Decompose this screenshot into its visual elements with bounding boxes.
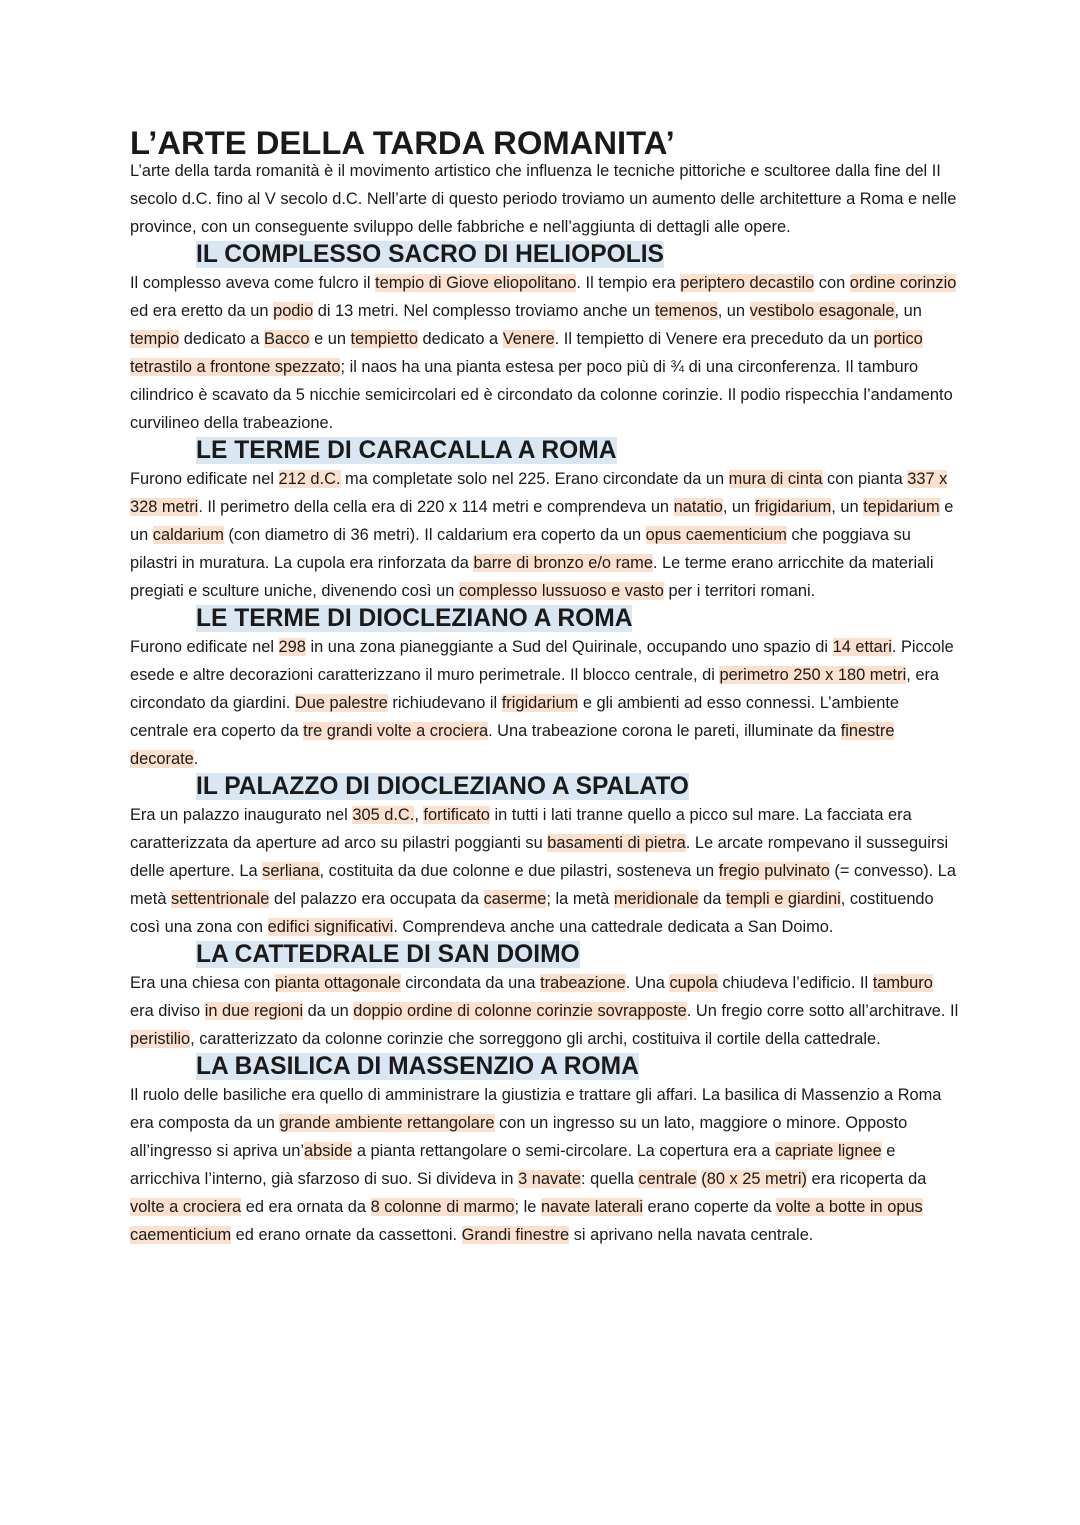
highlighted-term: tempietto <box>350 330 418 348</box>
highlighted-term: finestre decorate <box>130 722 895 768</box>
highlighted-term: 337 x 328 metri <box>130 470 948 516</box>
section-heading-text: LA CATTEDRALE DI SAN DOIMO <box>196 941 580 968</box>
highlighted-term: temenos <box>654 302 718 320</box>
document-title: L’ARTE DELLA TARDA ROMANITA’ <box>130 124 675 161</box>
highlighted-term: caldarium <box>152 526 224 544</box>
highlighted-term: volte a crociera <box>130 1198 242 1216</box>
highlighted-term: pianta ottagonale <box>274 974 401 992</box>
section-heading-text: LE TERME DI DIOCLEZIANO A ROMA <box>196 605 633 632</box>
highlighted-term: 14 ettari <box>832 638 892 656</box>
intro-paragraph: L’arte della tarda romanità è il movimento artistico che influenza le tecniche pittoriche e scultoree dalla fine del II secolo d.C. fino al V secolo d.C. Nell’arte di questo periodo troviamo un aumento delle architetture a Roma e nelle province, con un conseguente sviluppo delle fabbriche e nell’aggiunta di dettagli alle opere. <box>130 162 957 236</box>
highlighted-term: perimetro 250 x 180 metri <box>719 666 907 684</box>
highlighted-term: tamburo <box>872 974 933 992</box>
highlighted-term: basamenti di pietra <box>547 834 686 852</box>
highlighted-term: 305 d.C. <box>352 806 415 824</box>
highlighted-term: serliana <box>262 862 320 880</box>
highlighted-term: tempio di Giove eliopolitano <box>375 274 577 292</box>
highlighted-term: grande ambiente rettangolare <box>279 1114 495 1132</box>
highlighted-term: templi e giardini <box>725 890 841 908</box>
highlighted-term: 212 d.C. <box>278 470 341 488</box>
highlighted-term: Grandi finestre <box>461 1226 570 1244</box>
section-heading-caracalla <box>130 437 960 465</box>
section-heading-spalato <box>130 773 960 801</box>
highlighted-term: volte a botte in opus caementicium <box>130 1198 923 1244</box>
highlighted-term: frigidarium <box>754 498 832 516</box>
section-heading-heliopolis <box>130 241 960 269</box>
highlighted-term: natatio <box>673 498 723 516</box>
section-body-massenzio: Il ruolo delle basiliche era quello di amministrare la giustizia e trattare gli affari. La basilica di Massenzio a Roma era composta da un grande ambiente rettangolare con un ingresso su un lato, maggiore o minore. Opposto all’ingresso si apriva un’abside a pianta rettangolare o semi-circolare. La copertura era a capriate lignee e arricchiva l’interno, già sfarzoso di suo. Si divideva in 3 navate: quella centrale (80 x 25 metri) era ricoperta da volte a crociera ed era ornata da 8 colonne di marmo; le navate laterali erano coperte da volte a botte in opus caementicium ed erano ornate da cassettoni. Grandi finestre si aprivano nella navata centrale. <box>130 1086 942 1244</box>
highlighted-term: fortificato <box>423 806 490 824</box>
highlighted-term: caserme <box>483 890 547 908</box>
highlighted-term: mura di cinta <box>728 470 823 488</box>
highlighted-term: Venere <box>502 330 555 348</box>
section-heading-text: IL PALAZZO DI DIOCLEZIANO A SPALATO <box>196 773 689 800</box>
section-heading-text: LE TERME DI CARACALLA A ROMA <box>196 437 617 464</box>
highlighted-term: centrale <box>638 1170 697 1188</box>
section-body-san-doimo: Era una chiesa con pianta ottagonale circondata da una trabeazione. Una cupola chiudeva l’edificio. Il tamburo era diviso in due regioni da un doppio ordine di colonne corinzie sovrapposte. Un fregio corre sotto all’architrave. Il peristilio, caratterizzato da colonne corinzie che sorreggono gli archi, costituiva il cortile della cattedrale. <box>130 974 959 1048</box>
highlighted-term: 3 navate <box>518 1170 581 1188</box>
highlighted-term: peristilio <box>130 1030 191 1048</box>
highlighted-term: fregio pulvinato <box>718 862 830 880</box>
highlighted-term: settentrionale <box>171 890 270 908</box>
highlighted-term: (80 x 25 metri) <box>701 1170 807 1188</box>
section-heading-massenzio <box>130 1053 960 1081</box>
highlighted-term: Due palestre <box>294 694 388 712</box>
highlighted-term: tempio <box>130 330 180 348</box>
section-heading-text: IL COMPLESSO SACRO DI HELIOPOLIS <box>196 241 664 268</box>
highlighted-term: ordine corinzio <box>849 274 957 292</box>
highlighted-term: capriate lignee <box>775 1142 882 1160</box>
highlighted-term: in due regioni <box>204 1002 304 1020</box>
highlighted-term: doppio ordine di colonne corinzie sovrapposte <box>353 1002 687 1020</box>
highlighted-term: tepidarium <box>863 498 940 516</box>
highlighted-term: 8 colonne di marmo <box>370 1198 515 1216</box>
highlighted-term: frigidarium <box>501 694 579 712</box>
highlighted-term: edifici significativi <box>267 918 394 936</box>
highlighted-term: podio <box>273 302 314 320</box>
highlighted-term: periptero decastilo <box>680 274 815 292</box>
highlighted-term: vestibolo esagonale <box>749 302 895 320</box>
highlighted-term: trabeazione <box>540 974 626 992</box>
section-body-caracalla: Furono edificate nel 212 d.C. ma completate solo nel 225. Erano circondate da un mura di cinta con pianta 337 x 328 metri. Il perimetro della cella era di 220 x 114 metri e comprendeva un natatio, un frigidarium, un tepidarium e un caldarium (con diametro di 36 metri). Il caldarium era coperto da un opus caementicium che poggiava su pilastri in muratura. La cupola era rinforzata da barre di bronzo e/o rame. Le terme erano arricchite da materiali pregiati e sculture uniche, divenendo così un complesso lussuoso e vasto per i territori romani. <box>130 470 954 600</box>
highlighted-term: complesso lussuoso e vasto <box>458 582 664 600</box>
section-body-heliopolis: Il complesso aveva come fulcro il tempio di Giove eliopolitano. Il tempio era periptero decastilo con ordine corinzio ed era eretto da un podio di 13 metri. Nel complesso troviamo anche un temenos, un vestibolo esagonale, un tempio dedicato a Bacco e un tempietto dedicato a Venere. Il tempietto di Venere era preceduto da un portico tetrastilo a frontone spezzato; il naos ha una pianta estesa per poco più di ¾ di una circonferenza. Il tamburo cilindrico è scavato da 5 nicchie semicircolari ed è circondato da colonne corinzie. Il podio rispecchia l’andamento curvilineo della trabeazione. <box>130 274 957 432</box>
highlighted-term: portico tetrastilo a frontone spezzato <box>130 330 923 376</box>
highlighted-term: navate laterali <box>540 1198 643 1216</box>
section-body-spalato: Era un palazzo inaugurato nel 305 d.C., fortificato in tutti i lati tranne quello a picco sul mare. La facciata era caratterizzata da aperture ad arco su pilastri poggianti su basamenti di pietra. Le arcate rompevano il susseguirsi delle aperture. La serliana, costituita da due colonne e due pilastri, sosteneva un fregio pulvinato (= convesso). La metà settentrionale del palazzo era occupata da caserme; la metà meridionale da templi e giardini, costituendo così una zona con edifici significativi. Comprendeva anche una cattedrale dedicata a San Doimo. <box>130 806 957 936</box>
highlighted-term: abside <box>304 1142 353 1160</box>
section-heading-text: LA BASILICA DI MASSENZIO A ROMA <box>196 1053 639 1080</box>
highlighted-term: barre di bronzo e/o rame <box>473 554 653 572</box>
highlighted-term: tre grandi volte a crociera <box>303 722 489 740</box>
highlighted-term: meridionale <box>613 890 699 908</box>
highlighted-term: Bacco <box>263 330 310 348</box>
section-heading-san-doimo <box>130 941 960 969</box>
document-page <box>130 124 960 1249</box>
section-heading-diocleziano <box>130 605 960 633</box>
highlighted-term: 298 <box>278 638 306 656</box>
highlighted-term: opus caementicium <box>645 526 787 544</box>
section-body-diocleziano: Furono edificate nel 298 in una zona pianeggiante a Sud del Quirinale, occupando uno spazio di 14 ettari. Piccole esede e altre decorazioni caratterizzano il muro perimetrale. Il blocco centrale, di perimetro 250 x 180 metri, era circondato da giardini. Due palestre richiudevano il frigidarium e gli ambienti ad esso connessi. L’ambiente centrale era coperto da tre grandi volte a crociera. Una trabeazione corona le pareti, illuminate da finestre decorate. <box>130 638 954 768</box>
highlighted-term: cupola <box>669 974 718 992</box>
